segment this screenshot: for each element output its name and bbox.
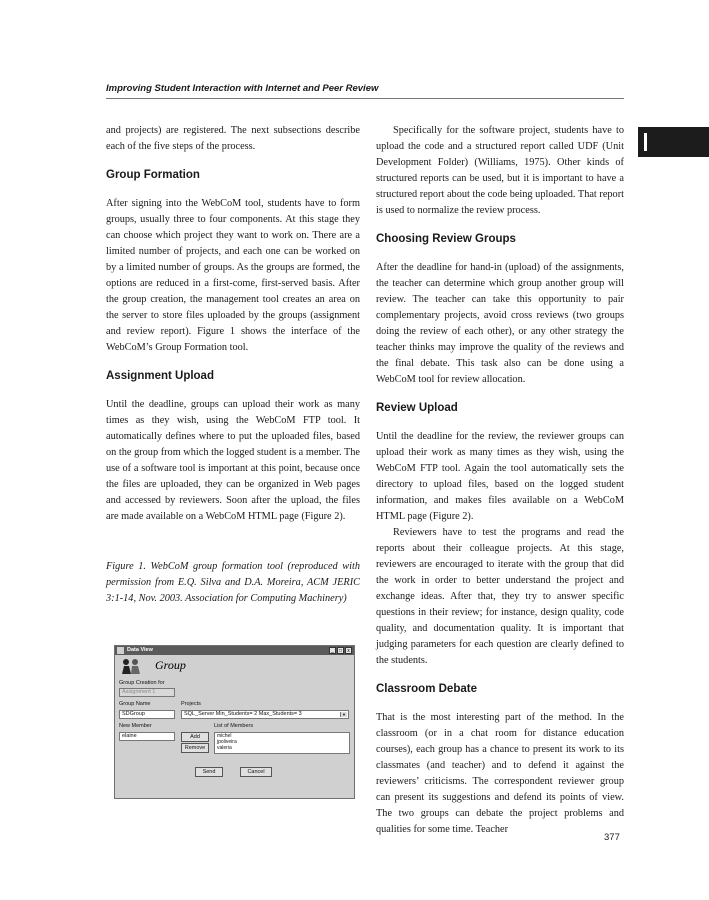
group-logo-text: Group bbox=[155, 658, 186, 672]
group-creation-field: Assignment 1 bbox=[119, 688, 175, 697]
review-upload-heading: Review Upload bbox=[376, 402, 458, 414]
send-button[interactable]: Send bbox=[195, 767, 223, 777]
add-member-button[interactable]: Add bbox=[181, 732, 209, 742]
group-creation-label: Group Creation for bbox=[119, 680, 165, 686]
close-button[interactable]: x bbox=[345, 647, 352, 654]
group-formation-heading: Group Formation bbox=[106, 169, 200, 181]
projects-select-value: SQL_Server Min_Students= 2 Max_Students= 3 bbox=[184, 711, 302, 717]
right-intro-paragraph: Specifically for the software project, students have to upload the code and a structured report called UDF (Unit Development Folder) (Williams, 1975). Other kinds of structured reports can be used, but it is important to have a structured report about the code being uploaded. That report is used to normalize the review process. bbox=[376, 125, 624, 216]
left-column bbox=[106, 123, 360, 607]
chevron-down-icon[interactable]: ▼ bbox=[340, 712, 347, 717]
classroom-debate-paragraph: That is the most interesting part of the method. In the classroom (or in a chat room for distance education courses), each group has a chance to present its work to its classmates (and teacher) and to defend it against the reviewers’ criticisms. The correspondent reviewer group can present its suggestions and defend its points of view. The two groups can debate the project problems and qualities for some time. Teacher bbox=[376, 712, 624, 835]
members-list-label: List of Members bbox=[214, 723, 254, 729]
chapter-thumb-tab bbox=[638, 127, 709, 157]
left-intro-paragraph: and projects) are registered. The next subsections describe each of the five steps of the process. bbox=[106, 125, 360, 152]
cancel-button[interactable]: Cancel bbox=[240, 767, 272, 777]
window-titlebar bbox=[115, 646, 354, 655]
figure-group-formation-screenshot bbox=[114, 645, 355, 799]
review-upload-paragraph-2: Reviewers have to test the programs and read the reports about their colleague projects. At this stage, reviewers are encouraged to iterate with the group that did the work in order to better understand the project and exchange ideas. After that, they try to answer specific questions in their review; for instance, design quality, code quality, and documentation quality. It is important that judging parameters for each question are clearly defined to the students. bbox=[376, 527, 624, 666]
remove-member-button[interactable]: Remove bbox=[181, 743, 209, 753]
minimize-button[interactable]: _ bbox=[329, 647, 336, 654]
new-member-label: New Member bbox=[119, 723, 152, 729]
assignment-upload-heading: Assignment Upload bbox=[106, 370, 214, 382]
window-app-icon bbox=[117, 647, 124, 654]
list-item[interactable]: jpoliveira bbox=[217, 739, 237, 745]
header-rule bbox=[106, 98, 624, 99]
new-member-input[interactable]: elaine bbox=[119, 732, 175, 741]
page-number: 377 bbox=[604, 832, 620, 843]
classroom-debate-heading: Classroom Debate bbox=[376, 683, 477, 695]
list-item[interactable]: valeria bbox=[217, 745, 232, 751]
choosing-review-groups-heading: Choosing Review Groups bbox=[376, 233, 516, 245]
thumb-tab-mark bbox=[644, 133, 647, 151]
group-formation-paragraph: After signing into the WebCoM tool, students have to form groups, usually three to four components. At this stage they can choose which project they want to work on. There are a limited number of projects, and each one can be worked on by a limited number of groups. As the groups are formed, the options are reduced in a first-come, first-served basis. After the group creation, the management tool creates an area on the server to store files uploaded by the groups (assignment and review report). Figure 1 shows the interface of the WebCoM’s Group Formation tool. bbox=[106, 198, 360, 353]
right-column bbox=[376, 123, 624, 838]
group-people-icon bbox=[121, 657, 141, 675]
assignment-upload-paragraph: Until the deadline, groups can upload their work as many times as they wish, using the WebCoM FTP tool. It automatically defines where to put the uploaded files, based on the group from which the logged student is a member. The use of a software tool is important at this point, because once the files are uploaded, they can be organized in Web pages and accessed by reviewers. Soon after the upload, the files are made available on a WebCoM HTML page (Figure 2). bbox=[106, 399, 360, 522]
group-name-label: Group Name bbox=[119, 701, 151, 707]
members-list[interactable] bbox=[214, 732, 350, 754]
group-name-input[interactable]: SDGroup bbox=[119, 710, 175, 719]
running-head: Improving Student Interaction with Internet and Peer Review bbox=[106, 83, 379, 94]
figure-caption: Figure 1. WebCoM group formation tool (reproduced with permission from E.Q. Silva and D.A. Moreira, ACM JERIC 3:1-14, Nov. 2003. Association for Computing Machinery) bbox=[106, 561, 360, 604]
projects-select[interactable] bbox=[181, 710, 349, 719]
projects-label: Projects bbox=[181, 701, 201, 707]
maximize-button[interactable]: □ bbox=[338, 648, 343, 654]
list-item[interactable]: michel bbox=[217, 733, 232, 739]
choosing-review-groups-paragraph: After the deadline for hand-in (upload) of the assignments, the teacher can determine which group another group will review. The teacher can take this opportunity to pair complementary projects, avoid cross reviews (two groups doing the review of each other), or any other strategy the teacher thinks may improve the quality of the reviews and the final debate. This task also can be done using a WebCoM tool for review allocation. bbox=[376, 262, 624, 385]
review-upload-paragraph: Until the deadline for the review, the reviewer groups can upload their work as many times as they wish, using the WebCoM FTP tool. Again the tool automatically sets the directory to upload files, based on the logged student information, and makes files available on a WebCoM HTML page (Figure 2). bbox=[376, 431, 624, 522]
window-title: Data View bbox=[127, 647, 153, 653]
